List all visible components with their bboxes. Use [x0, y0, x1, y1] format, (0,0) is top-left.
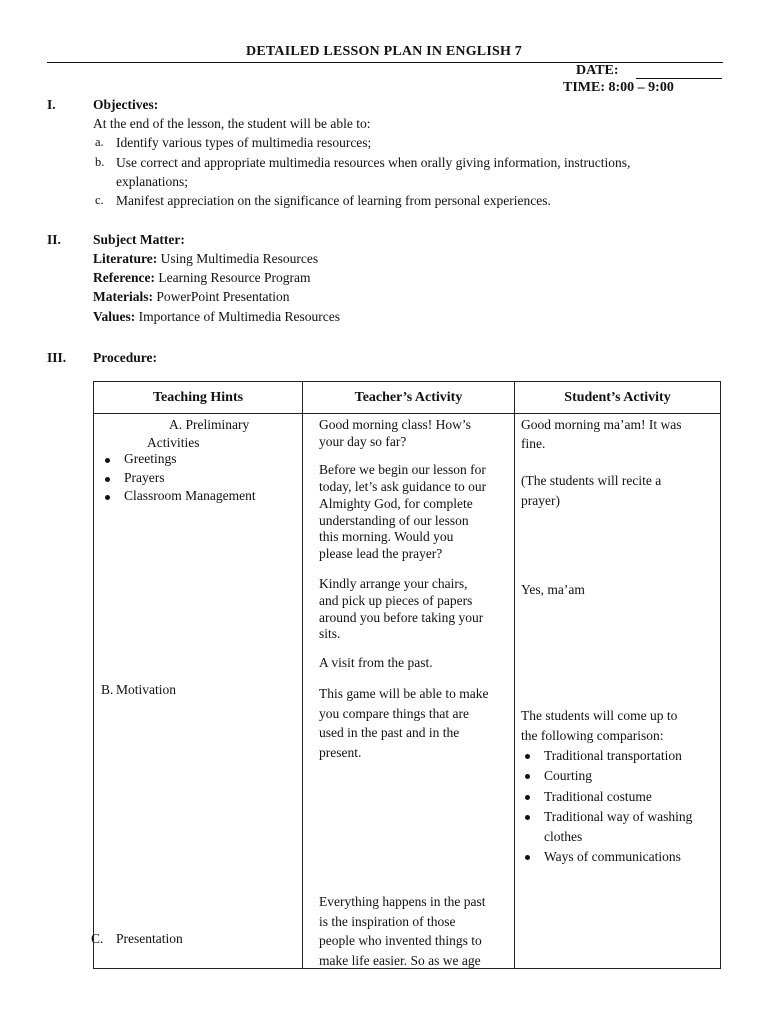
column-header-students-activity: Student’s Activity [515, 382, 721, 414]
objectives-heading: Objectives: [93, 97, 159, 112]
teacher-line: Kindly arrange your chairs, [319, 576, 468, 591]
hint-c-letter: C. [91, 931, 104, 946]
document-title: DETAILED LESSON PLAN IN ENGLISH 7 [246, 44, 522, 59]
objectives-numeral: I. [47, 97, 56, 112]
teacher-line: Almighty God, for complete [319, 496, 473, 511]
student-bullet-item-continued: clothes [544, 829, 583, 844]
teacher-line: Everything happens in the past [319, 894, 486, 909]
subject-matter-numeral: II. [47, 232, 61, 247]
subject-matter-heading: Subject Matter: [93, 232, 185, 247]
objective-letter: b. [95, 155, 105, 169]
objective-text: Manifest appreciation on the significance of learning from personal experiences. [116, 193, 551, 208]
student-line: Good morning ma’am! It was [521, 417, 682, 432]
teacher-line: please lead the prayer? [319, 546, 443, 561]
student-bullet-item: Traditional transportation [544, 748, 682, 763]
reference-value: Learning Resource Program [158, 270, 311, 285]
hint-bullet-item: Prayers [124, 470, 165, 485]
teacher-line: A visit from the past. [319, 655, 433, 670]
students-activity-cell [515, 414, 721, 969]
teacher-line: Before we begin our lesson for [319, 462, 486, 477]
bullet-icon [105, 495, 110, 500]
literature-label: Literature: [93, 251, 158, 266]
hint-preliminary: A. Preliminary [169, 417, 250, 432]
student-line: the following comparison: [521, 728, 664, 743]
teacher-line: your day so far? [319, 434, 407, 449]
bullet-icon [105, 458, 110, 463]
table-row [94, 414, 721, 969]
procedure-table [93, 381, 721, 969]
bullet-icon [525, 815, 530, 820]
student-bullet-item: Traditional way of washing [544, 809, 693, 824]
teacher-line: This game will be able to make [319, 686, 489, 701]
hint-presentation: Presentation [116, 931, 183, 946]
student-bullet-item: Courting [544, 768, 593, 783]
student-line: The students will come up to [521, 708, 678, 723]
procedure-heading: Procedure: [93, 350, 157, 365]
hint-bullet-item: Greetings [124, 451, 177, 466]
student-line: prayer) [521, 493, 560, 508]
objective-text: Use correct and appropriate multimedia resources when orally giving information, instructions, [116, 155, 631, 170]
date-label: DATE: [576, 63, 619, 78]
date-blank-line [636, 78, 722, 79]
teacher-line: Good morning class! How’s [319, 417, 471, 432]
student-line: fine. [521, 436, 546, 451]
hint-bullet-item: Classroom Management [124, 488, 256, 503]
objective-letter: a. [95, 135, 104, 149]
hint-motivation: Motivation [116, 682, 176, 697]
teacher-line: this morning. Would you [319, 529, 454, 544]
teacher-line: around you before taking your [319, 610, 484, 625]
teacher-line: you compare things that are [319, 706, 469, 721]
materials-label: Materials: [93, 289, 153, 304]
values-label: Values: [93, 309, 136, 324]
time-label: TIME: 8:00 – 9:00 [563, 80, 674, 95]
column-header-teaching-hints: Teaching Hints [94, 382, 303, 414]
student-bullet-item: Ways of communications [544, 849, 681, 864]
teacher-line: used in the past and in the [319, 725, 460, 740]
bullet-icon [525, 855, 530, 860]
student-line: Yes, ma’am [521, 582, 585, 597]
teacher-line: and pick up pieces of papers [319, 593, 473, 608]
objective-text-continued: explanations; [116, 174, 188, 189]
student-line: (The students will recite a [521, 473, 662, 488]
subject-reference [93, 270, 311, 286]
materials-value: PowerPoint Presentation [156, 289, 290, 304]
bullet-icon [105, 477, 110, 482]
teacher-line: understanding of our lesson [319, 513, 469, 528]
teacher-line: people who invented things to [319, 933, 482, 948]
objectives-intro: At the end of the lesson, the student will be able to: [93, 116, 371, 131]
column-header-teachers-activity: Teacher’s Activity [303, 382, 515, 414]
teacher-line: today, let’s ask guidance to our [319, 479, 487, 494]
teacher-line: present. [319, 745, 362, 760]
table-header-row [94, 382, 721, 414]
teacher-line: make life easier. So as we age [319, 953, 481, 968]
hint-b-letter: B. [101, 682, 114, 697]
reference-label: Reference: [93, 270, 155, 285]
teacher-line: is the inspiration of those [319, 914, 456, 929]
objective-letter: c. [95, 193, 104, 207]
values-value: Importance of Multimedia Resources [138, 309, 340, 324]
objective-text: Identify various types of multimedia resources; [116, 135, 372, 150]
subject-materials [93, 289, 289, 305]
teachers-activity-cell [303, 414, 515, 969]
teaching-hints-cell [91, 414, 303, 969]
bullet-icon [525, 774, 530, 779]
subject-literature [93, 251, 318, 267]
hint-preliminary-continued: Activities [147, 435, 200, 450]
subject-values [93, 309, 340, 325]
student-bullet-item: Traditional costume [544, 789, 652, 804]
teacher-line: sits. [319, 626, 341, 641]
literature-value: Using Multimedia Resources [160, 251, 319, 266]
bullet-icon [525, 754, 530, 759]
procedure-numeral: III. [47, 350, 67, 365]
bullet-icon [525, 795, 530, 800]
title-rule [47, 62, 723, 63]
